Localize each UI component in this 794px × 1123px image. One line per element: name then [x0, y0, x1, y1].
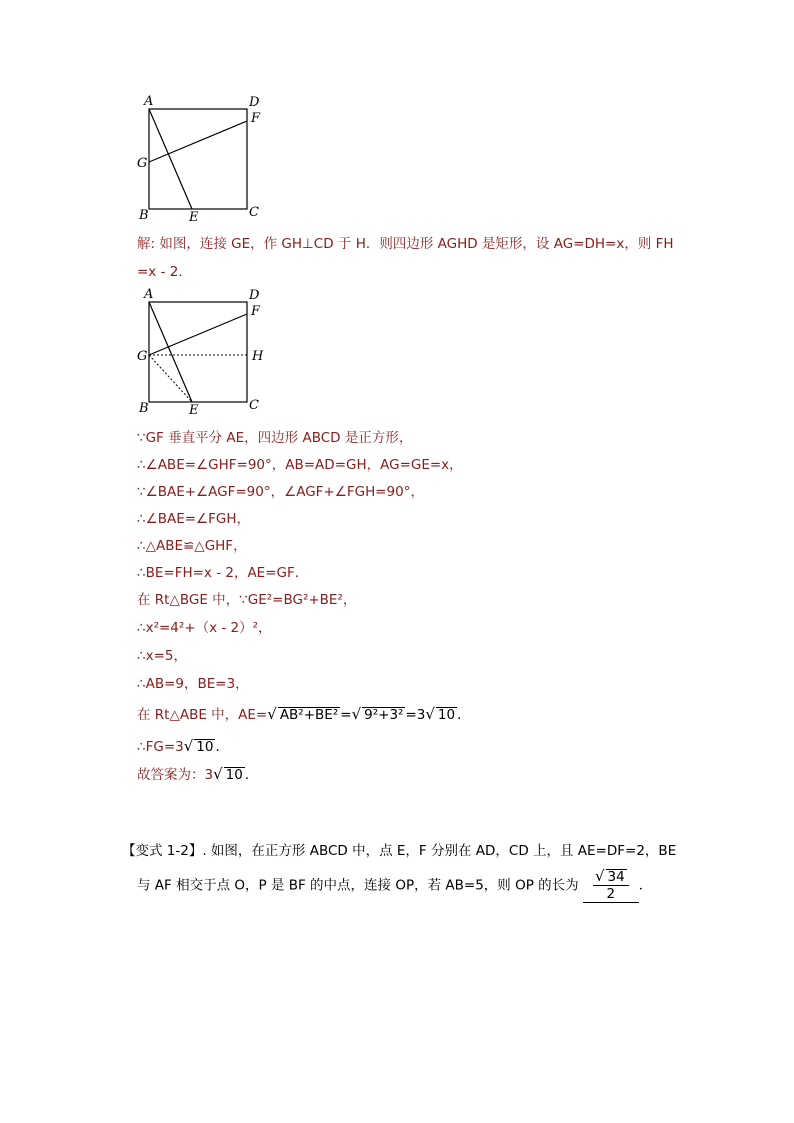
- label-A: A: [144, 287, 154, 302]
- proof-step-3: ∵∠BAE+∠AGF=90°，∠AGF+∠FGH=90°，: [137, 484, 424, 500]
- solution-intro-line-2: =x - 2．: [137, 264, 192, 280]
- sqrt-icon: √: [351, 705, 362, 723]
- label-D: D: [249, 95, 260, 110]
- figure-square-2: [132, 285, 272, 420]
- proof-step-6: ∴BE=FH=x - 2，AE=GF．: [137, 565, 309, 581]
- sqrt-icon: √: [213, 765, 223, 783]
- label-C: C: [249, 205, 259, 220]
- final-answer: 故答案为：3√ 10 ．: [137, 765, 259, 783]
- label-B: B: [139, 401, 149, 416]
- figure-square-1: [132, 92, 272, 227]
- label-B: B: [139, 208, 149, 223]
- sqrt-icon: √: [183, 737, 194, 755]
- variant-tag: 【变式 1-2】: [122, 843, 203, 859]
- answer-blank: [583, 868, 639, 903]
- sqrt-icon: √: [267, 705, 277, 723]
- proof-step-5: ∴△ABE≌△GHF，: [137, 538, 247, 554]
- proof-step-2: ∴∠ABE=∠GHF=90°，AB=AD=GH，AG=GE=x，: [137, 457, 463, 473]
- proof-step-4: ∴∠BAE=∠FGH，: [137, 511, 251, 527]
- label-F: F: [251, 304, 261, 319]
- sqrt-icon: √: [425, 705, 435, 723]
- label-F: F: [251, 111, 261, 126]
- proof-step-7: 在 Rt△BGE 中，∵GE²=BG²+BE²，: [137, 592, 357, 608]
- variant-problem-line-2: 与 AF 相交于点 O，P 是 BF 的中点，连接 OP，若 AB=5，则 OP 的长为 $\frac{√ 34}{2}$ ．: [137, 867, 653, 902]
- proof-step-fg: ∴FG=3√ 10 ．: [137, 737, 229, 755]
- proof-step-1: ∵GF 垂直平分 AE，四边形 ABCD 是正方形，: [137, 430, 413, 446]
- proof-step-10: ∴AB=9，BE=3，: [137, 676, 249, 692]
- label-A: A: [144, 94, 154, 109]
- label-E: E: [189, 403, 199, 418]
- proof-step-rt-abe: 在 Rt△ABE 中，AE=√ AB²+BE² =√ 9²+3² =3√ 10 ．: [137, 705, 471, 723]
- label-E: E: [189, 210, 199, 225]
- solution-intro-line-1: 解: 如图，连接 GE，作 GH⊥CD 于 H．则四边形 AGHD 是矩形，设 AG=DH=x，则 FH: [137, 236, 674, 252]
- label-G: G: [137, 349, 148, 364]
- label-G: G: [137, 156, 148, 171]
- label-D: D: [249, 288, 260, 303]
- sqrt-icon: √: [594, 867, 605, 885]
- proof-step-8: ∴x²=4²+（x - 2）²，: [137, 620, 272, 636]
- variant-problem-line-1: 【变式 1-2】. 如图，在正方形 ABCD 中，点 E，F 分别在 AD，CD 上，且 AE=DF=2，BE: [122, 843, 677, 859]
- proof-step-9: ∴x=5，: [137, 648, 187, 664]
- label-C: C: [249, 398, 259, 413]
- answer-fraction: $\frac{√ 34}{2}$: [593, 868, 629, 902]
- label-H: H: [252, 349, 264, 364]
